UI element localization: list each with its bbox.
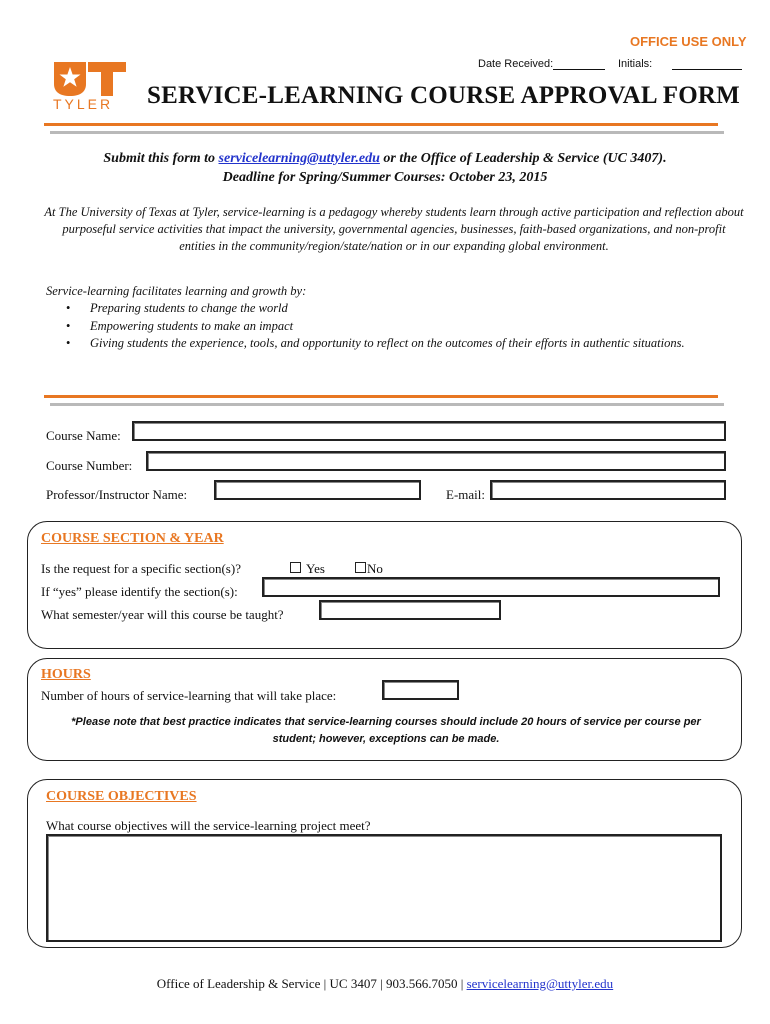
email-label: E-mail: <box>446 487 485 502</box>
semester-field[interactable] <box>319 600 501 620</box>
list-item: • Giving students the experience, tools, and opportunity to reflect on the outcomes of their efforts in authentic situations. <box>66 335 726 353</box>
header-rule-gray <box>50 131 724 134</box>
course-number-field[interactable] <box>146 451 726 471</box>
professor-label: Professor/Instructor Name: <box>46 487 188 502</box>
submit-prefix: Submit this form to <box>103 151 219 166</box>
logo-tyler-text: TYLER <box>53 96 114 112</box>
office-use-heading: OFFICE USE ONLY <box>630 34 747 49</box>
course-section-title: COURSE SECTION & YEAR <box>41 531 224 546</box>
deadline-text: Deadline for Spring/Summer Courses: October 23, 2015 <box>222 170 548 185</box>
submit-suffix: or the Office of Leadership & Service (UC 3407). <box>379 151 667 166</box>
yes-label: Yes <box>306 561 325 576</box>
logo-t-shape <box>88 62 126 96</box>
sections-field[interactable] <box>262 577 720 597</box>
initials-line[interactable] <box>672 69 742 70</box>
email-field[interactable] <box>490 480 726 500</box>
hours-title: HOURS <box>41 667 91 682</box>
objectives-title: COURSE OBJECTIVES <box>46 789 197 804</box>
list-item: • Preparing students to change the world <box>66 300 726 318</box>
yes-checkbox[interactable] <box>290 562 301 573</box>
list-item: • Empowering students to make an impact <box>66 318 726 336</box>
objectives-question: What course objectives will the service-learning project meet? <box>46 818 371 833</box>
mid-rule-orange <box>44 395 718 398</box>
semester-label: What semester/year will this course be taught? <box>41 607 284 622</box>
mid-rule-gray <box>50 403 724 406</box>
footer-email-link[interactable]: servicelearning@uttyler.edu <box>466 976 614 991</box>
initials-label: Initials: <box>618 58 653 70</box>
no-label: No <box>367 561 383 576</box>
hours-note-line1: *Please note that best practice indicates that service-learning courses should include 20 hours of service per course per <box>71 716 701 728</box>
footer-text: Office of Leadership & Service | UC 3407 | 903.566.7050 | <box>156 976 467 991</box>
page-title: SERVICE-LEARNING COURSE APPROVAL FORM <box>147 82 740 109</box>
course-name-label: Course Name: <box>46 428 121 443</box>
hours-note-line2: student; however, exceptions can be made. <box>272 733 500 745</box>
no-checkbox[interactable] <box>355 562 366 573</box>
date-received-line[interactable] <box>553 69 605 70</box>
date-received-label: Date Received: <box>478 58 554 70</box>
professor-name-field[interactable] <box>214 480 421 500</box>
hours-note <box>36 714 736 748</box>
intro-paragraph: At The University of Texas at Tyler, service-learning is a pedagogy whereby students learn through active participation and reflection about purposeful service activities that impact the university, governmental agencies, businesses, faith-based organizations, and non-profit entities in the community/region/state/nation or in our expanding global environment. <box>44 205 744 253</box>
specific-section-question: Is the request for a specific section(s)? <box>41 561 241 576</box>
hours-field[interactable] <box>382 680 459 700</box>
submit-instructions <box>0 151 770 167</box>
objectives-textarea[interactable] <box>46 834 722 942</box>
submit-email-link[interactable]: servicelearning@uttyler.edu <box>218 151 380 166</box>
hours-label: Number of hours of service-learning that will take place: <box>41 688 337 703</box>
header-rule-orange <box>44 123 718 126</box>
course-number-label: Course Number: <box>46 458 133 473</box>
benefits-list <box>66 300 726 353</box>
facilitates-heading: Service-learning facilitates learning and growth by: <box>46 284 307 298</box>
footer <box>0 976 770 992</box>
course-name-field[interactable] <box>132 421 726 441</box>
identify-sections-label: If “yes” please identify the section(s): <box>41 584 238 599</box>
